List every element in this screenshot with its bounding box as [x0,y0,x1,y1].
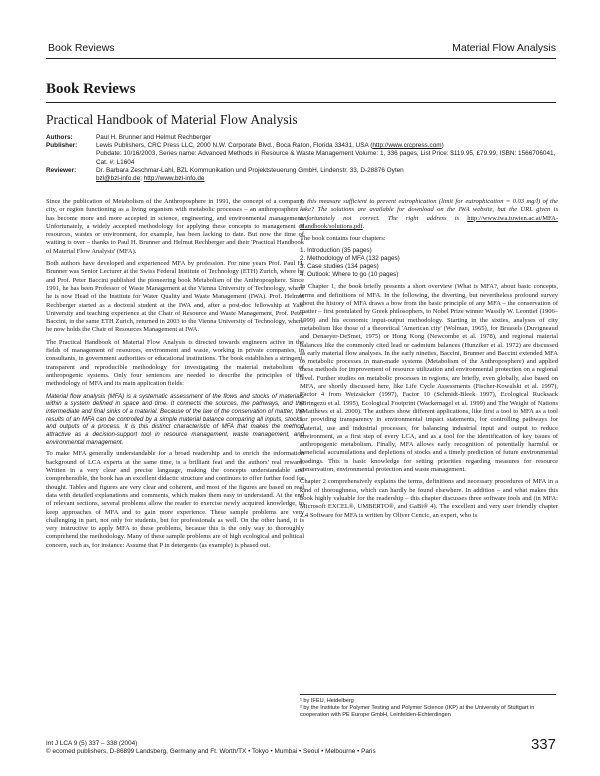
publisher-link[interactable]: http://www.crcpress.com [372,142,442,150]
authors-row [46,134,556,142]
page-number: 337 [530,736,556,753]
section-heading [46,80,556,103]
contents-intro: The book contains four chapters: [300,235,386,243]
right-paragraph-1 [300,198,558,231]
footer-citation-block [46,740,376,756]
reviewer-text: Dr. Barbara Zeschmar-Lahl, BZL Kommunikation und Projektsteuerung GmbH, Lindenstr. 33, D-28876 Oyten [96,166,404,174]
footnote-1: ¹ by IFEU, Heidelberg [300,698,354,704]
publisher-label: Publisher: [46,142,78,150]
reviewer-website-link[interactable]: http://www.bzl-info.de [143,175,205,183]
section-title: Book Reviews [46,81,136,97]
footnotes [300,694,556,719]
review-metadata [46,134,556,183]
right-paragraph-1-text: Is this measure sufficient to prevent eutrophication (limit for eutrophication = 0.03 mg/l) of the lake? The solutions are available for download on the IWA website, but the URL given is unfortunately not correct. The right address is [300,198,558,222]
right-paragraph-3: Chapter 2 comprehensively explains the terms, definitions and necessary procedures of MFA in a kind of thoroughness, which can hardly be found elsewhere. In addition – and what makes this book highly valuable for the readership – this chapter discusses three software tools and (in MFA: Microsoft EXCEL®, UMBERTO®, and GaBi® 4). The excellent and very user friendly chapter 2.4 Software for MFA is written by Oliver Cencic, an expert, who is [300,478,558,519]
chapter-item: 3. Case studies (134 pages) [300,263,379,271]
chapter-list [300,247,558,279]
review-title: Practical Handbook of Material Flow Analysis [46,112,298,127]
running-header-left: Book Reviews [48,42,115,54]
publication-details: Pubdate: 10/16/2003, Series name: Advanced Methods in Resource & Waste Management Volume: 1, 336 pages, List Price: $119.95, £79.99, ISBN: 1566706041, Cat. #: L1604 [96,150,556,166]
right-paragraph-1-end: . [362,222,365,230]
reviewer-label: Reviewer: [46,166,77,174]
publisher-line: © ecomed publishers, D-86899 Landsberg, Germany and Ft. Worth/TX • Tokyo • Mumbai • Seoul • Melbourne • Paris [46,748,376,755]
footnote-2: ² by the Institute for Polymer Testing and Polymer Science (IKP) at the University of Stuttgart in cooperation with PE Europe GmbH, Leinfelden-Echterdingen [300,705,535,718]
reviewer-value: Dr. Barbara Zeschmar-Lahl, BZL Kommunikation und Projektsteuerung GmbH, Lindenstr. 33, D-28876 Oyten bzl@bzl-info.de; http://www.bzl-info.de [96,166,404,183]
publisher-end: ) [441,142,444,150]
left-paragraph-2: Both authors have developed and experienced MFA by profession. For nine years Prof. Paul H. Brunner was Senior Lecturer at the Swiss Federal Institute of Technology (ETH) Zurich, where he and Prof. Peter Baccini published the pioneering book Metabolism of the Anthroposphere. Since 1991, he has been Professor of Waste Management at the Vienna University of Technology, where he is now Head of the Institute for Water Quality and Waste Management (IWA). Prof. Helmut Rechberger started as a doctoral student at the IWA and, after a post-doc fellowship at Yale University and teaching experience at the Chair of Resource and Waste Management, Prof. Peter Baccini, in the same ETH Zurich, returned in 2003 to the Vienna University of Technology, where he now holds the Chair of Resources Management at IWA. [46,260,304,334]
page-footer [46,736,556,764]
left-column [46,198,304,554]
running-header-right: Material Flow Analysis [452,42,556,54]
mfa-definition-quote: Material flow analysis (MFA) is a systematic assessment of the flows and stocks of materials within a system defined in space and time. It connects the sources, the pathways, and the intermediate and final sinks of a material. Because of the law of the conservation of matter, the results of an MFA can be controlled by a simple material balance comparing all inputs, stocks, and outputs of a process. It is this distinct characteristic of MFA that makes the method attractive as a decision-support tool in resource management, waste management, and environmental management. [46,392,304,446]
left-paragraph-1: Since the publication of Metabolism of the Anthroposphere in 1991, the concept of a company, city, or region functioning as a living organism with metabolic processes – an anthroposphere – has become more and more accepted in science, engineering, and environmental management. Unfortunately, a widely accepted methodology for applying these concepts to management of resources, wastes or environment, for example, has been lacking to date. But now the time of waiting is over – thanks to Paul H. Brunner and Helmut Rechberger and their 'Practical Handbook of Material Flow Analysis' (MFA). [46,198,304,255]
journal-citation: Int J LCA 9 (5) 337 – 338 (2004) [46,740,138,747]
authors-value: Paul H. Brunner and Helmut Rechberger [96,134,212,141]
left-paragraph-3: The Practical Handbook of Material Flow Analysis is directed towards engineers active in the fields of management of resources, environment and waste, working in private companies, in consultants, in government authorities or educational institutions. The book establishes a stringent, transparent and reproducible methodology for investigating the material metabolism of anthropogenic systems. Only four sentences are needed to describe the principles of the methodology of MFA and its main application fields: [46,338,304,388]
chapter-item: 1. Introduction (35 pages) [300,247,372,255]
running-header [46,40,556,59]
chapter-item: 4. Outlook: Where to go (10 pages) [300,271,399,279]
publisher-text: Lewis Publishers, CRC Press LLC, 2000 N.W. Corporate Blvd., Boca Raton, Florida 33431, USA ( [96,142,373,150]
authors-label: Authors: [46,134,73,141]
reviewer-row [46,167,556,183]
right-paragraph-2: In Chapter 1, the book briefly presents a short overview (What is MFA?, about basic concepts, terms and definitions of MFA. In the following, the diverting, but nevertheless profound survey about the history of MFA draws a bow from the basic principle of any MFA – the conservation of matter – first postulated by Greek philosophers, to Nobel Prize winner Wassily W. Leontief (1906–1999) and his economic input-output methodology. Starting in the sixties, analyses of city metabolism like those of a theoretical 'American city' (Wolman, 1965), for Brussels (Duvigneaud and Denaeyer-DeSmet, 1975) or Hong Kong (Newcombe et al. 1978), and regional material balances like the commonly cited lead or cadmium balances (Hunziker et al. 1972) are discussed as early material flow analyses. In the early nineties, Baccini, Brunner and Baccini extended MFA to metabolic processes in man-made systems (Metabolism of the Anthroposphere) and applied these methods for improvement of resource utilization and environmental protection on a regional level. Further studies on metabolic processes in regions, are briefly, even globally, also based on MFA, are shortly discussed here, like Life Cycle Assessments (Fischer-Kowalski et al. 1997), Factor 4 from Weizsäcker (1997), Factor 10 (Schmidt-Bleek 1997), Ecological Rucksack (Bringezu et al. 1995), Ecological Footprint (Wackernagel et al. 1999) and The Weight of Nations (Matthews et al. 2000). The authors show different applications, like first a tool to MFA as a tool for providing transparency in environmental impact statements, for controlling pathways for material, use and industrial processes, for balancing industrial input and output to reduce environment, as a first step of every LCA, and as a tool for the identification of key issues of anthropogenic metabolism. Finally, MFA allows early recognition of potentially harmful or beneficial accumulations and depletions of stocks and a timely prediction of future environmental loadings. This is basic knowledge for setting priorities regarding measures for resource conservation, environmental protection and waste management. [300,283,558,474]
right-column [300,198,558,524]
reviewer-email-link[interactable]: bzl@bzl-info.de [96,175,141,183]
chapter-item: 2. Methodology of MFA (132 pages) [300,255,400,263]
solutions-link[interactable]: http://www.iwa.tuwien.ac.at/MFA-Handbook/solutions.pdf [300,214,558,230]
publisher-row [46,142,556,167]
publisher-value [96,142,556,167]
left-paragraph-4: To make MFA generally understandable for a broad readership and to enrich the information background of LCA experts at the same time, is a brilliant feat and the authors' real reward. Written in a very clear and precise language, making the concepts understandable and comprehensible, the book has an excellent didactic structure and continues to offer further food for thought. Tables and figures are very clear and coherent, and most of the figures are based on real data with detailed explanations and comments, which makes them easy to understand. At the end of relevant sections, several problems allow the reader to exercise newly acquired knowledge, to keep approaches of MFA and to gain more experience. These sample problems are very challenging in part, not only for students, but for professionals as well. On the other hand, it is very instructive to apply MFA to these problems, because this is the only way to thoroughly comprehend the methodology. Many of these sample problems are of high ecological and political concern, such as, for instance: Assume that P in detergents (as example) is phased out. [46,450,304,549]
